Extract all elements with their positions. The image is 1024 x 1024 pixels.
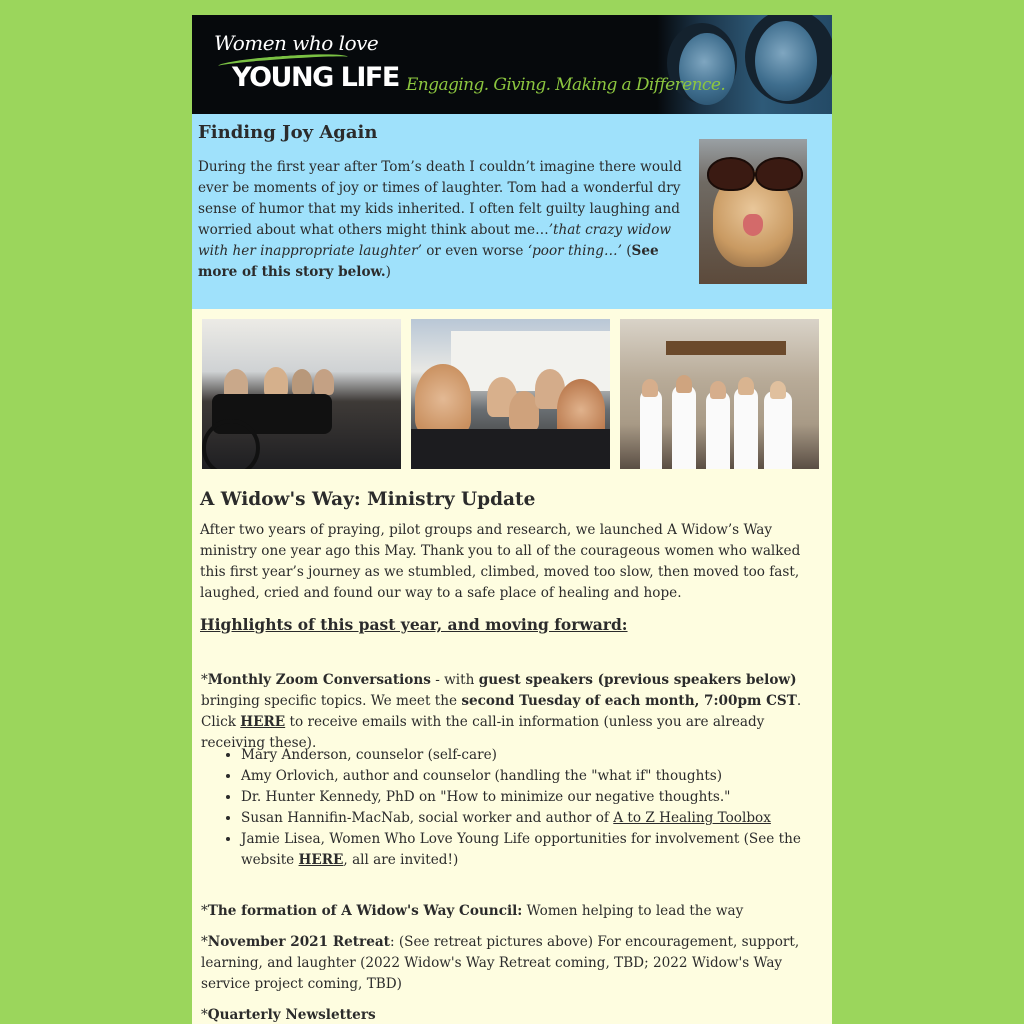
zoom-t4: to receive emails with the call-in information (unless you are already receiving these). — [201, 714, 765, 751]
speaker-item: • Dr. Hunter Kennedy, PhD on "How to minimize our negative thoughts." — [241, 787, 825, 808]
speaker-5-text: Jamie Lisea, Women Who Love Young Life opportunities for involvement (See the website — [241, 831, 801, 868]
healing-toolbox-link[interactable]: A to Z Healing Toolbox — [613, 810, 771, 826]
newsletters-item — [201, 1005, 825, 1024]
zoom-paragraph — [201, 670, 825, 754]
zoom-when: second Tuesday of each month, 7:00pm CST — [461, 693, 797, 709]
highlights-heading: Highlights of this past year, and moving forward: — [200, 615, 628, 634]
dog-with-sunglasses-photo — [699, 139, 807, 284]
feature-section — [192, 114, 832, 309]
logo-young-life: YOUNG LIFE — [232, 62, 399, 93]
feature-title: Finding Joy Again — [198, 122, 378, 143]
retreat-photo-vehicle — [202, 319, 401, 469]
tagline: Engaging. Giving. Making a Difference. — [406, 75, 726, 95]
header-banner — [192, 15, 832, 114]
council-label: The formation of A Widow's Way Council: — [207, 903, 523, 919]
ministry-update-intro: After two years of praying, pilot groups and research, we launched A Widow’s Way ministry one year ago this May. Thank you to all of the courageous women who walked this first year’s journey as we stumbled, climbed, moved too slow, then moved too fast, laughed, cried and found our way to a safe place of healing and hope. — [200, 522, 801, 601]
newsletters-label: Quarterly Newsletters — [207, 1007, 376, 1023]
zoom-t3: . Click — [201, 693, 802, 730]
council-item — [201, 901, 825, 922]
feature-body-start: During the first year after Tom’s death I couldn’t imagine there would ever be moments of joy or times of laughter. Tom had a wonderful dry sense of humor that my kids inherited. I often felt guilty laughing and worried about what others might think about me… — [198, 159, 682, 238]
council-text: Women helping to lead the way — [522, 903, 744, 919]
retreat-photo-farmhouse — [411, 319, 610, 469]
zoom-signup-link[interactable]: HERE — [240, 714, 286, 730]
zoom-guest: guest speakers (previous speakers below) — [478, 672, 797, 688]
zoom-label: Monthly Zoom Conversations — [207, 672, 431, 688]
speaker-item — [241, 829, 825, 871]
feature-body — [198, 157, 684, 283]
speaker-item: • Amy Orlovich, author and counselor (handling the "what if" thoughts) — [241, 766, 825, 787]
speaker-item: • Mary Anderson, counselor (self-care) — [241, 745, 825, 766]
zoom-t1: - with — [430, 672, 479, 688]
zoom-star: * — [201, 672, 208, 688]
banner-photo-women-laughing — [657, 15, 832, 114]
speaker-item — [241, 808, 825, 829]
newsletters-star: * — [201, 1007, 208, 1023]
retreat-text: : (See retreat pictures above) For encouragement, support, learning, and laughter (2022 Widow's Way Retreat coming, TBD; 2022 Widow's Way service project coming, TBD) — [201, 934, 800, 992]
website-link[interactable]: HERE — [298, 852, 344, 868]
logo-script-text: Women who love — [214, 31, 379, 55]
retreat-item — [201, 932, 825, 995]
ministry-update-title: A Widow's Way: Ministry Update — [200, 489, 536, 510]
speaker-5-end: , all are invited!) — [343, 852, 459, 868]
see-more-text: See more of this story below. — [198, 243, 659, 280]
feature-quote-1: ’that crazy widow with her inappropriate laughter’ — [198, 222, 672, 259]
feature-quote-2: ‘poor thing…’ — [527, 243, 622, 259]
speaker-4-text: Susan Hannifin-MacNab, social worker and author of — [241, 810, 614, 826]
zoom-t2: bringing specific topics. We meet the — [201, 693, 462, 709]
feature-paren-open: ( — [621, 243, 632, 259]
council-star: * — [201, 903, 208, 919]
ministry-update-section — [200, 489, 824, 635]
zoom-conversations — [201, 670, 825, 754]
speakers-list — [201, 745, 825, 871]
feature-paren-close: ) — [385, 264, 391, 280]
feature-body-mid: or even worse — [421, 243, 528, 259]
retreat-photo-fireplace — [620, 319, 819, 469]
newsletter — [192, 15, 832, 1024]
retreat-label: November 2021 Retreat — [207, 934, 390, 950]
retreat-star: * — [201, 934, 208, 950]
